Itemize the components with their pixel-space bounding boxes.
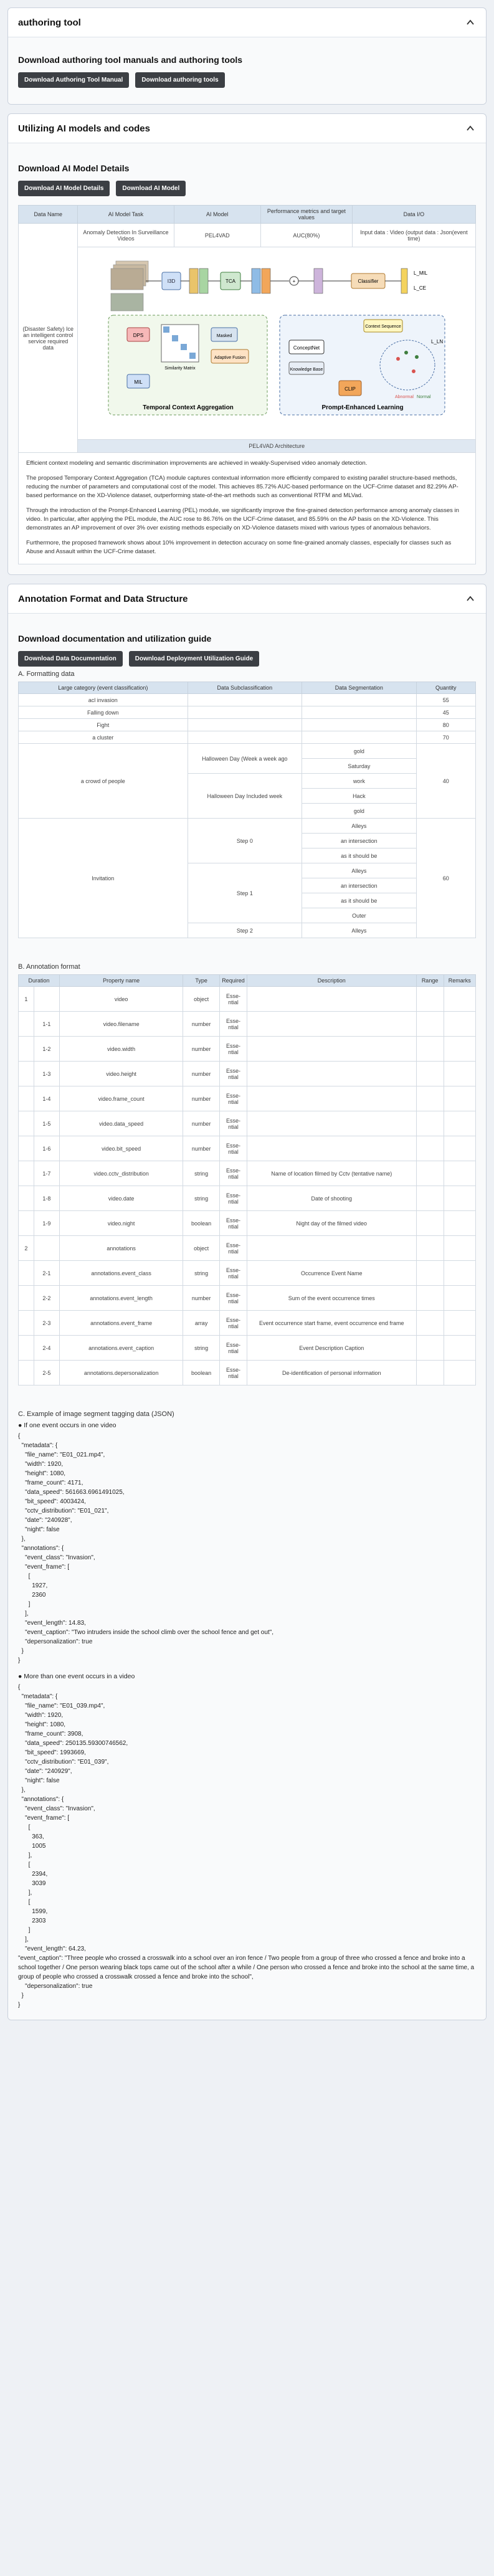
col-header: Property name	[60, 975, 183, 987]
n2-cell: 1-3	[34, 1062, 59, 1086]
req-cell: Esse-ntial	[219, 1161, 247, 1186]
subclass-cell: Step 1	[188, 863, 302, 923]
n2-cell: 2-5	[34, 1361, 59, 1385]
remarks-cell	[444, 1286, 475, 1311]
panel-title: Annotation Format and Data Structure	[18, 593, 188, 604]
range-cell	[416, 1037, 444, 1062]
req-cell: Esse-ntial	[219, 1361, 247, 1385]
metric-cell: AUC(80%)	[260, 224, 352, 247]
type-cell: boolean	[183, 1211, 220, 1236]
n2-cell	[34, 1236, 59, 1261]
n2-cell: 1-1	[34, 1012, 59, 1037]
category-cell: Invitation	[19, 819, 188, 938]
bullet-text: More than one event occurs in a video	[24, 1673, 135, 1680]
req-cell: Esse-ntial	[219, 1311, 247, 1336]
n1-cell	[19, 1261, 34, 1286]
remarks-cell	[444, 1037, 475, 1062]
n1-cell	[19, 1311, 34, 1336]
panel-title: authoring tool	[18, 17, 81, 28]
desc-cell	[247, 987, 416, 1012]
name-cell: video.night	[60, 1211, 183, 1236]
similarity-label: Similarity Matrix	[164, 366, 196, 371]
desc-cell	[247, 1111, 416, 1136]
table-row	[19, 1261, 476, 1286]
col-header: Remarks	[444, 975, 475, 987]
n2-cell: 1-8	[34, 1186, 59, 1211]
remarks-cell	[444, 1136, 475, 1161]
n1-cell	[19, 1062, 34, 1086]
col-header: Data Name	[19, 206, 78, 224]
type-cell: string	[183, 1186, 220, 1211]
bullet-text: If one event occurs in one video	[24, 1422, 116, 1429]
pel-caption: Prompt-Enhanced Learning	[321, 404, 404, 411]
range-cell	[416, 1111, 444, 1136]
quantity-cell: 70	[416, 731, 475, 744]
n2-cell: 1-4	[34, 1086, 59, 1111]
description-paragraph: Through the introduction of the Prompt-Enhanced Learning (PEL) module, we significantly improve the fine-grained detection performance among anomaly classes in video. In particular, after applying the PEL module, the AUC rose to 86.76% on the UCF-Crime dataset, and 85.59% on the AP basis on the XD-Violence. This demonstrates an AP improvement of over 3% over existing methods especially on XD-Violence datasets mixed with various types of anomalous behaviors.	[26, 507, 459, 531]
category-cell: a crowd of people	[19, 744, 188, 819]
data-name-cell: (Disaster Safety) Ice an intelligent control service required data	[19, 224, 78, 453]
name-cell: annotations.event_class	[60, 1261, 183, 1286]
type-cell: number	[183, 1012, 220, 1037]
type-cell: boolean	[183, 1361, 220, 1385]
type-cell: string	[183, 1161, 220, 1186]
n2-cell: 1-9	[34, 1211, 59, 1236]
col-header: Large category (event classification)	[19, 682, 188, 694]
desc-cell	[247, 1136, 416, 1161]
n2-cell: 1-5	[34, 1111, 59, 1136]
range-cell	[416, 1336, 444, 1361]
svg-text:I3D: I3D	[167, 278, 176, 284]
range-cell	[416, 1311, 444, 1336]
col-header: Duration	[19, 975, 60, 987]
col-header: Data Segmentation	[302, 682, 417, 694]
type-cell: number	[183, 1037, 220, 1062]
chevron-up-icon[interactable]	[465, 17, 476, 28]
remarks-cell	[444, 1236, 475, 1261]
col-header: Type	[183, 975, 220, 987]
n1-cell	[19, 1161, 34, 1186]
subclass-cell: Step 0	[188, 819, 302, 863]
desc-cell: Event Description Caption	[247, 1336, 416, 1361]
table-row	[19, 1111, 476, 1136]
req-cell: Esse-ntial	[219, 1186, 247, 1211]
table-row	[19, 1361, 476, 1385]
category-cell: acl invasion	[19, 694, 188, 706]
example-bullet-1: ● If one event occurs in one video	[18, 1422, 116, 1429]
type-cell: string	[183, 1336, 220, 1361]
segment-cell: an intersection	[302, 834, 417, 848]
name-cell: video.filename	[60, 1012, 183, 1037]
name-cell: video.cctv_distribution	[60, 1161, 183, 1186]
annotation-header[interactable]	[8, 584, 486, 614]
subclass-cell: Halloween Day Included week	[188, 774, 302, 819]
table-row	[19, 1062, 476, 1086]
table-row	[19, 1236, 476, 1261]
req-cell: Esse-ntial	[219, 1261, 247, 1286]
range-cell	[416, 1161, 444, 1186]
segment-cell: Alleys	[302, 863, 417, 878]
range-cell	[416, 1286, 444, 1311]
n1-cell: 1	[19, 987, 34, 1012]
req-cell: Esse-ntial	[219, 987, 247, 1012]
category-cell: Fight	[19, 719, 188, 731]
table-row	[19, 1012, 476, 1037]
desc-cell: Sum of the event occurrence times	[247, 1286, 416, 1311]
n2-cell: 2-3	[34, 1311, 59, 1336]
task-cell: Anomaly Detection In Surveillance Videos	[78, 224, 174, 247]
name-cell: video	[60, 987, 183, 1012]
segment-cell: work	[302, 774, 417, 789]
desc-cell: De-identification of personal information	[247, 1361, 416, 1385]
name-cell: video.width	[60, 1037, 183, 1062]
type-cell: object	[183, 1236, 220, 1261]
knowledge-label: Knowledge Base	[290, 368, 323, 372]
svg-text:+: +	[292, 278, 296, 284]
n1-cell	[19, 1012, 34, 1037]
section-heading: Download documentation and utilization guide	[18, 634, 212, 644]
desc-cell	[247, 1012, 416, 1037]
n2-cell: 2-2	[34, 1286, 59, 1311]
n1-cell	[19, 1361, 34, 1385]
desc-cell	[247, 1236, 416, 1261]
n2-cell: 2-1	[34, 1261, 59, 1286]
example-bullet-2: ● More than one event occurs in a video	[18, 1673, 135, 1680]
description-paragraph: Furthermore, the proposed framework shows about 10% improvement in detection accuracy on some fine-grained anomaly classes, especially for classes such as Abuse and Assault within the UCF-Crime dataset.	[26, 539, 452, 555]
name-cell: annotations.event_frame	[60, 1311, 183, 1336]
json-example-2: { "metadata": { "file_name": "E01_039.mp4", "width": 1920, "height": 1080, "frame_count": 3908, "data_speed": 250135.59300746562, "bit_speed": 1993669, "cctv_distribution": "E01_039", "date": "240929", "night": false }, "annotations": { "event_class": "Invasion", "event_frame": [ [ 363, 1005 ], [ 2394, 3039 ], [ 1599, 2303 ] ], "event_length": 64.23,	[18, 1684, 128, 1952]
req-cell: Esse-ntial	[219, 1136, 247, 1161]
section-heading: Download AI Model Details	[18, 163, 130, 173]
quantity-cell: 80	[416, 719, 475, 731]
section-heading: Download authoring tool manuals and authoring tools	[18, 55, 243, 65]
n1-cell	[19, 1111, 34, 1136]
name-cell: video.bit_speed	[60, 1136, 183, 1161]
segment-cell: Alleys	[302, 819, 417, 834]
range-cell	[416, 1211, 444, 1236]
subclass-cell: Halloween Day (Week a week ago	[188, 744, 302, 774]
req-cell: Esse-ntial	[219, 1037, 247, 1062]
io-cell: Input data : Video (output data : Json(event time)	[352, 224, 475, 247]
subclass-cell: Step 2	[188, 923, 302, 938]
name-cell: annotations.depersonalization	[60, 1361, 183, 1385]
desc-cell	[247, 1086, 416, 1111]
range-cell	[416, 987, 444, 1012]
category-cell: a cluster	[19, 731, 188, 744]
n1-cell	[19, 1086, 34, 1111]
chevron-up-icon[interactable]	[465, 593, 476, 604]
remarks-cell	[444, 1261, 475, 1286]
table-row	[19, 1211, 476, 1236]
table-row	[19, 1311, 476, 1336]
conceptnet-label: ConceptNet	[293, 345, 320, 351]
remarks-cell	[444, 1186, 475, 1211]
n1-cell	[19, 1211, 34, 1236]
name-cell: video.height	[60, 1062, 183, 1086]
segment-cell: Hack	[302, 789, 417, 804]
segment-cell: Outer	[302, 908, 417, 923]
remarks-cell	[444, 1211, 475, 1236]
col-header: Range	[416, 975, 444, 987]
tca-label: TCA	[226, 278, 236, 284]
range-cell	[416, 1261, 444, 1286]
clip-label: CLIP	[344, 386, 356, 392]
col-header: Quantity	[416, 682, 475, 694]
n2-cell: 2-4	[34, 1336, 59, 1361]
desc-cell: Occurrence Event Name	[247, 1261, 416, 1286]
type-cell: array	[183, 1311, 220, 1336]
name-cell: annotations	[60, 1236, 183, 1261]
figure-caption: PEL4VAD Architecture	[78, 440, 476, 453]
mil-label: MIL	[134, 379, 143, 385]
n1-cell: 2	[19, 1236, 34, 1261]
l-mil-label: L_MIL	[414, 270, 428, 276]
json-example-2-tail: "depersonalization": true } }	[18, 1983, 93, 2008]
remarks-cell	[444, 987, 475, 1012]
remarks-cell	[444, 1111, 475, 1136]
section-b-title: B. Annotation format	[18, 963, 80, 971]
segment-cell: Saturday	[302, 759, 417, 774]
range-cell	[416, 1186, 444, 1211]
range-cell	[416, 1361, 444, 1385]
table-row	[19, 1037, 476, 1062]
type-cell: number	[183, 1111, 220, 1136]
segment-cell: as it should be	[302, 893, 417, 908]
req-cell: Esse-ntial	[219, 1086, 247, 1111]
n1-cell	[19, 1286, 34, 1311]
quantity-cell: 45	[416, 706, 475, 719]
formatting-table	[18, 682, 476, 938]
range-cell	[416, 1012, 444, 1037]
annotation-table	[18, 974, 476, 1385]
ai-model-panel	[7, 113, 487, 575]
desc-cell: Name of location filmed by Cctv (tentative name)	[247, 1161, 416, 1186]
type-cell: object	[183, 987, 220, 1012]
n1-cell	[19, 1037, 34, 1062]
download-model-details-button[interactable]: Download AI Model Details	[18, 181, 110, 196]
remarks-cell	[444, 1336, 475, 1361]
remarks-cell	[444, 1062, 475, 1086]
type-cell: number	[183, 1286, 220, 1311]
col-header: Data Subclassification	[188, 682, 302, 694]
segment-cell: gold	[302, 744, 417, 759]
n2-cell: 1-7	[34, 1161, 59, 1186]
remarks-cell	[444, 1161, 475, 1186]
quantity-cell: 40	[416, 744, 475, 819]
range-cell	[416, 1136, 444, 1161]
segment-cell: gold	[302, 804, 417, 819]
description-paragraph: The proposed Temporary Context Aggregation (TCA) module captures contextual information more efficiently compared to existing parallel structure-based methods, reducing the number of parameters and computational cost of the model. This achieves 85.72% AUC-based performance on the UCF-Crime dataset and 82.29% AP-based performance on the XD-Violence dataset, outperforming state-of-the-art methods such as conventional RTFM and MLVad.	[26, 475, 458, 499]
remarks-cell	[444, 1311, 475, 1336]
type-cell: number	[183, 1062, 220, 1086]
section-a-title: A. Formatting data	[18, 670, 75, 678]
remarks-cell	[444, 1086, 475, 1111]
table-row	[19, 1336, 476, 1361]
col-header: Description	[247, 975, 416, 987]
n1-cell	[19, 1186, 34, 1211]
req-cell: Esse-ntial	[219, 1211, 247, 1236]
name-cell: annotations.event_caption	[60, 1336, 183, 1361]
type-cell: string	[183, 1261, 220, 1286]
l-ce-label: L_CE	[414, 285, 427, 291]
req-cell: Esse-ntial	[219, 1012, 247, 1037]
segment-cell: as it should be	[302, 848, 417, 863]
col-header: Performance metrics and target values	[260, 206, 352, 224]
name-cell: video.frame_count	[60, 1086, 183, 1111]
table-row	[19, 1161, 476, 1186]
normal-label: Normal	[417, 395, 431, 399]
model-cell: PEL4VAD	[174, 224, 260, 247]
abnormal-label: Abnormal	[395, 395, 414, 399]
architecture-diagram	[102, 250, 451, 437]
table-row	[19, 987, 476, 1012]
desc-cell: Event occurrence start frame, event occurrence end frame	[247, 1311, 416, 1336]
table-row	[19, 1086, 476, 1111]
chevron-up-icon[interactable]	[465, 123, 476, 134]
ai-model-header[interactable]	[8, 114, 486, 143]
col-header: Data I/O	[352, 206, 475, 224]
name-cell: video.data_speed	[60, 1111, 183, 1136]
name-cell: annotations.event_length	[60, 1286, 183, 1311]
n1-cell	[19, 1336, 34, 1361]
segment-cell: Alleys	[302, 923, 417, 938]
desc-cell	[247, 1062, 416, 1086]
l-ln-label: L_LN	[431, 339, 444, 345]
n2-cell: 1-6	[34, 1136, 59, 1161]
req-cell: Esse-ntial	[219, 1336, 247, 1361]
download-manual-button[interactable]: Download Authoring Tool Manual	[18, 72, 129, 88]
annotation-panel	[7, 584, 487, 2020]
n2-cell: 1-2	[34, 1037, 59, 1062]
range-cell	[416, 1062, 444, 1086]
col-header: Required	[219, 975, 247, 987]
remarks-cell	[444, 1361, 475, 1385]
desc-cell	[247, 1037, 416, 1062]
panel-title: Utilizing AI models and codes	[18, 123, 150, 134]
n1-cell	[19, 1136, 34, 1161]
segment-cell: an intersection	[302, 878, 417, 893]
download-tools-button[interactable]: Download authoring tools	[135, 72, 224, 88]
context-label: Context Sequence	[365, 325, 402, 329]
desc-cell: Night day of the filmed video	[247, 1211, 416, 1236]
table-row	[19, 1136, 476, 1161]
quantity-cell: 60	[416, 819, 475, 938]
type-cell: number	[183, 1136, 220, 1161]
download-documentation-button[interactable]: Download Data Documentation	[18, 651, 123, 667]
json-example-1: { "metadata": { "file_name": "E01_021.mp4", "width": 1920, "height": 1080, "frame_count": 4171, "data_speed": 561663.6961491025, "bit_speed": 4003424, "cctv_distribution": "E01_021", "date": "240928", "night": false }, "annotations": { "event_class": "Invasion", "event_frame": [ [ 1927, 2360 ] ], "event_length": 14.83, "event_caption": "Two intruders inside the school climb over the school fence and get out", "depersonalization": true } }	[18, 1433, 273, 1664]
n2-cell	[34, 987, 59, 1012]
range-cell	[416, 1236, 444, 1261]
type-cell: number	[183, 1086, 220, 1111]
remarks-cell	[444, 1012, 475, 1037]
table-row	[19, 1186, 476, 1211]
req-cell: Esse-ntial	[219, 1236, 247, 1261]
description-paragraph: Efficient context modeling and semantic discrimination improvements are achieved in weakly-Supervised video anomaly detection.	[26, 460, 368, 467]
mask-label: Masked	[216, 334, 232, 338]
classifier-label: Classifier	[358, 278, 379, 284]
dps-label: DPS	[133, 333, 144, 338]
col-header: AI Model Task	[78, 206, 174, 224]
table-row	[19, 1286, 476, 1311]
req-cell: Esse-ntial	[219, 1062, 247, 1086]
authoring-tool-panel	[7, 7, 487, 105]
download-guide-button[interactable]: Download Deployment Utilization Guide	[129, 651, 259, 667]
quantity-cell: 55	[416, 694, 475, 706]
json-example-2-caption: "event_caption": "Three people who crossed a crosswalk into a school over an iron fence / Two people from a group of three who crossed a fence and broke into a school together / One person wearing black tops came out of the school after a while / One person who crossed a fence and broke into the school at the same time, a group of people who crossed a crosswalk crossed a fence and broke into the school",	[18, 1955, 475, 1980]
download-model-button[interactable]: Download AI Model	[116, 181, 186, 196]
tca-caption: Temporal Context Aggregation	[143, 404, 234, 411]
category-cell: Falling down	[19, 706, 188, 719]
range-cell	[416, 1086, 444, 1111]
name-cell: video.date	[60, 1186, 183, 1211]
col-header: AI Model	[174, 206, 260, 224]
adaptive-label: Adaptive Fusion	[214, 356, 246, 360]
desc-cell: Date of shooting	[247, 1186, 416, 1211]
ai-model-table	[18, 205, 476, 564]
req-cell: Esse-ntial	[219, 1111, 247, 1136]
req-cell: Esse-ntial	[219, 1286, 247, 1311]
authoring-tool-header[interactable]	[8, 8, 486, 37]
section-c-title: C. Example of image segment tagging data (JSON)	[18, 1410, 174, 1418]
